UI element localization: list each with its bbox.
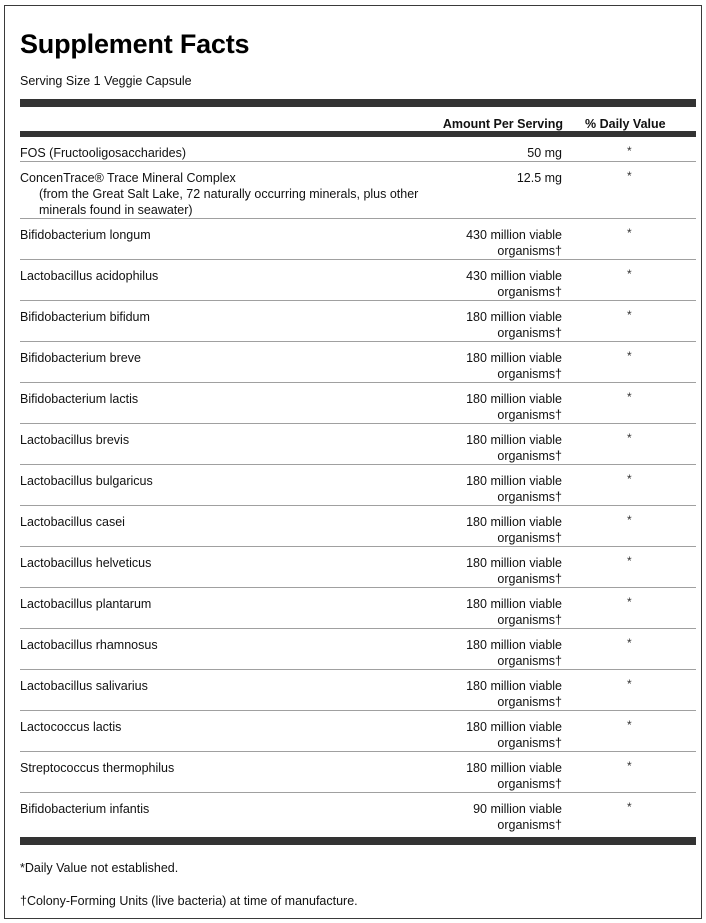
table-row <box>20 588 696 629</box>
serving-size: Serving Size 1 Veggie Capsule <box>20 74 192 88</box>
amount-per-serving <box>527 145 562 161</box>
ingredient-label: ConcenTrace® Trace Mineral Complex <box>20 171 236 185</box>
daily-value: * <box>627 390 632 404</box>
daily-value: * <box>627 169 632 183</box>
amount-line-2: organisms† <box>497 367 562 381</box>
amount-per-serving <box>466 309 562 341</box>
amount-line-2: organisms† <box>497 736 562 750</box>
header-amount-per-serving: Amount Per Serving <box>442 117 563 131</box>
amount-line-1: 430 million viable <box>466 228 562 242</box>
footnote-cfu: †Colony-Forming Units (live bacteria) at time of manufacture. <box>20 894 358 908</box>
amount-line-2: organisms† <box>497 818 562 832</box>
amount-line-2: organisms† <box>497 695 562 709</box>
ingredient-name <box>20 678 420 694</box>
amount-line-2: organisms† <box>497 244 562 258</box>
ingredient-label: Bifidobacterium lactis <box>20 392 139 406</box>
amount-line-1: 180 million viable <box>466 474 562 488</box>
supplement-facts-panel <box>4 5 702 919</box>
amount-per-serving <box>466 719 562 751</box>
table-row <box>20 670 696 711</box>
ingredient-name <box>20 309 420 325</box>
ingredient-name <box>20 801 420 817</box>
amount-line-1: 180 million viable <box>466 351 562 365</box>
amount-line-2: organisms† <box>497 490 562 504</box>
ingredient-name <box>20 432 420 448</box>
ingredient-label: Bifidobacterium breve <box>20 351 141 365</box>
amount-line-1: 180 million viable <box>466 433 562 447</box>
amount-per-serving <box>517 170 562 186</box>
amount-per-serving <box>473 801 562 833</box>
amount-per-serving <box>466 268 562 300</box>
amount-per-serving <box>466 473 562 505</box>
daily-value: * <box>627 677 632 691</box>
panel-title: Supplement Facts <box>20 29 250 59</box>
nutrient-table <box>20 137 696 834</box>
daily-value: * <box>627 267 632 281</box>
amount-line-1: 12.5 mg <box>516 171 562 185</box>
ingredient-name <box>20 473 420 489</box>
ingredient-label: Bifidobacterium infantis <box>20 802 150 816</box>
ingredient-label: Lactobacillus salivarius <box>20 679 148 693</box>
amount-per-serving <box>466 227 562 259</box>
ingredient-name <box>20 268 420 284</box>
amount-per-serving <box>466 555 562 587</box>
daily-value: * <box>627 431 632 445</box>
daily-value: * <box>627 513 632 527</box>
amount-line-1: 180 million viable <box>466 679 562 693</box>
table-row <box>20 260 696 301</box>
ingredient-name <box>20 719 420 735</box>
amount-line-1: 180 million viable <box>466 556 562 570</box>
table-row <box>20 424 696 465</box>
ingredient-name <box>20 145 420 161</box>
ingredient-name <box>20 760 420 776</box>
amount-line-1: 180 million viable <box>466 310 562 324</box>
table-header <box>20 112 696 130</box>
table-row <box>20 219 696 260</box>
ingredient-label: Lactobacillus brevis <box>20 433 130 447</box>
ingredient-label: Lactobacillus helveticus <box>20 556 152 570</box>
amount-per-serving <box>466 760 562 792</box>
ingredient-name <box>20 227 420 243</box>
ingredient-label: Lactococcus lactis <box>20 720 122 734</box>
table-row <box>20 629 696 670</box>
table-row <box>20 752 696 793</box>
amount-line-2: organisms† <box>497 531 562 545</box>
footnote-daily-value: *Daily Value not established. <box>20 861 179 875</box>
table-row <box>20 301 696 342</box>
ingredient-description: (from the Great Salt Lake, 72 naturally occurring minerals, plus other minerals found in seawater) <box>39 187 419 217</box>
daily-value: * <box>627 472 632 486</box>
daily-value: * <box>627 800 632 814</box>
thick-divider-top <box>20 99 696 107</box>
amount-line-2: organisms† <box>497 572 562 586</box>
table-row <box>20 547 696 588</box>
table-row <box>20 137 696 162</box>
ingredient-name <box>20 170 420 218</box>
ingredient-name <box>20 514 420 530</box>
table-row <box>20 342 696 383</box>
amount-per-serving <box>466 391 562 423</box>
amount-line-1: 90 million viable <box>473 802 562 816</box>
amount-line-2: organisms† <box>497 449 562 463</box>
amount-line-2: organisms† <box>497 408 562 422</box>
ingredient-label: Lactobacillus bulgaricus <box>20 474 153 488</box>
ingredient-name <box>20 555 420 571</box>
amount-per-serving <box>466 596 562 628</box>
ingredient-label: Lactobacillus plantarum <box>20 597 152 611</box>
table-row <box>20 465 696 506</box>
amount-per-serving <box>466 637 562 669</box>
amount-line-1: 180 million viable <box>466 761 562 775</box>
header-daily-value: % Daily Value <box>585 117 666 131</box>
table-row <box>20 506 696 547</box>
table-row <box>20 383 696 424</box>
amount-line-2: organisms† <box>497 285 562 299</box>
ingredient-name <box>20 350 420 366</box>
amount-per-serving <box>466 350 562 382</box>
amount-line-2: organisms† <box>497 326 562 340</box>
amount-line-1: 430 million viable <box>466 269 562 283</box>
daily-value: * <box>627 718 632 732</box>
amount-line-1: 180 million viable <box>466 720 562 734</box>
amount-line-2: organisms† <box>497 654 562 668</box>
amount-line-1: 180 million viable <box>466 515 562 529</box>
daily-value: * <box>627 144 632 158</box>
ingredient-name <box>20 391 420 407</box>
ingredient-label: Bifidobacterium bifidum <box>20 310 150 324</box>
table-row <box>20 711 696 752</box>
amount-line-1: 180 million viable <box>466 392 562 406</box>
ingredient-label: Streptococcus thermophilus <box>20 761 175 775</box>
table-row <box>20 793 696 834</box>
thick-divider-bottom <box>20 837 696 845</box>
daily-value: * <box>627 636 632 650</box>
amount-per-serving <box>466 514 562 546</box>
amount-line-1: 180 million viable <box>466 638 562 652</box>
ingredient-label: Lactobacillus acidophilus <box>20 269 159 283</box>
daily-value: * <box>627 308 632 322</box>
daily-value: * <box>627 349 632 363</box>
ingredient-label: Lactobacillus rhamnosus <box>20 638 158 652</box>
ingredient-label: Bifidobacterium longum <box>20 228 151 242</box>
daily-value: * <box>627 554 632 568</box>
amount-line-2: organisms† <box>497 777 562 791</box>
amount-line-1: 50 mg <box>527 146 562 160</box>
amount-per-serving <box>466 432 562 464</box>
ingredient-label: FOS (Fructooligosaccharides) <box>20 146 187 160</box>
table-row <box>20 162 696 219</box>
daily-value: * <box>627 595 632 609</box>
daily-value: * <box>627 759 632 773</box>
ingredient-name <box>20 637 420 653</box>
amount-line-1: 180 million viable <box>466 597 562 611</box>
amount-line-2: organisms† <box>497 613 562 627</box>
amount-per-serving <box>466 678 562 710</box>
ingredient-label: Lactobacillus casei <box>20 515 125 529</box>
daily-value: * <box>627 226 632 240</box>
ingredient-name <box>20 596 420 612</box>
